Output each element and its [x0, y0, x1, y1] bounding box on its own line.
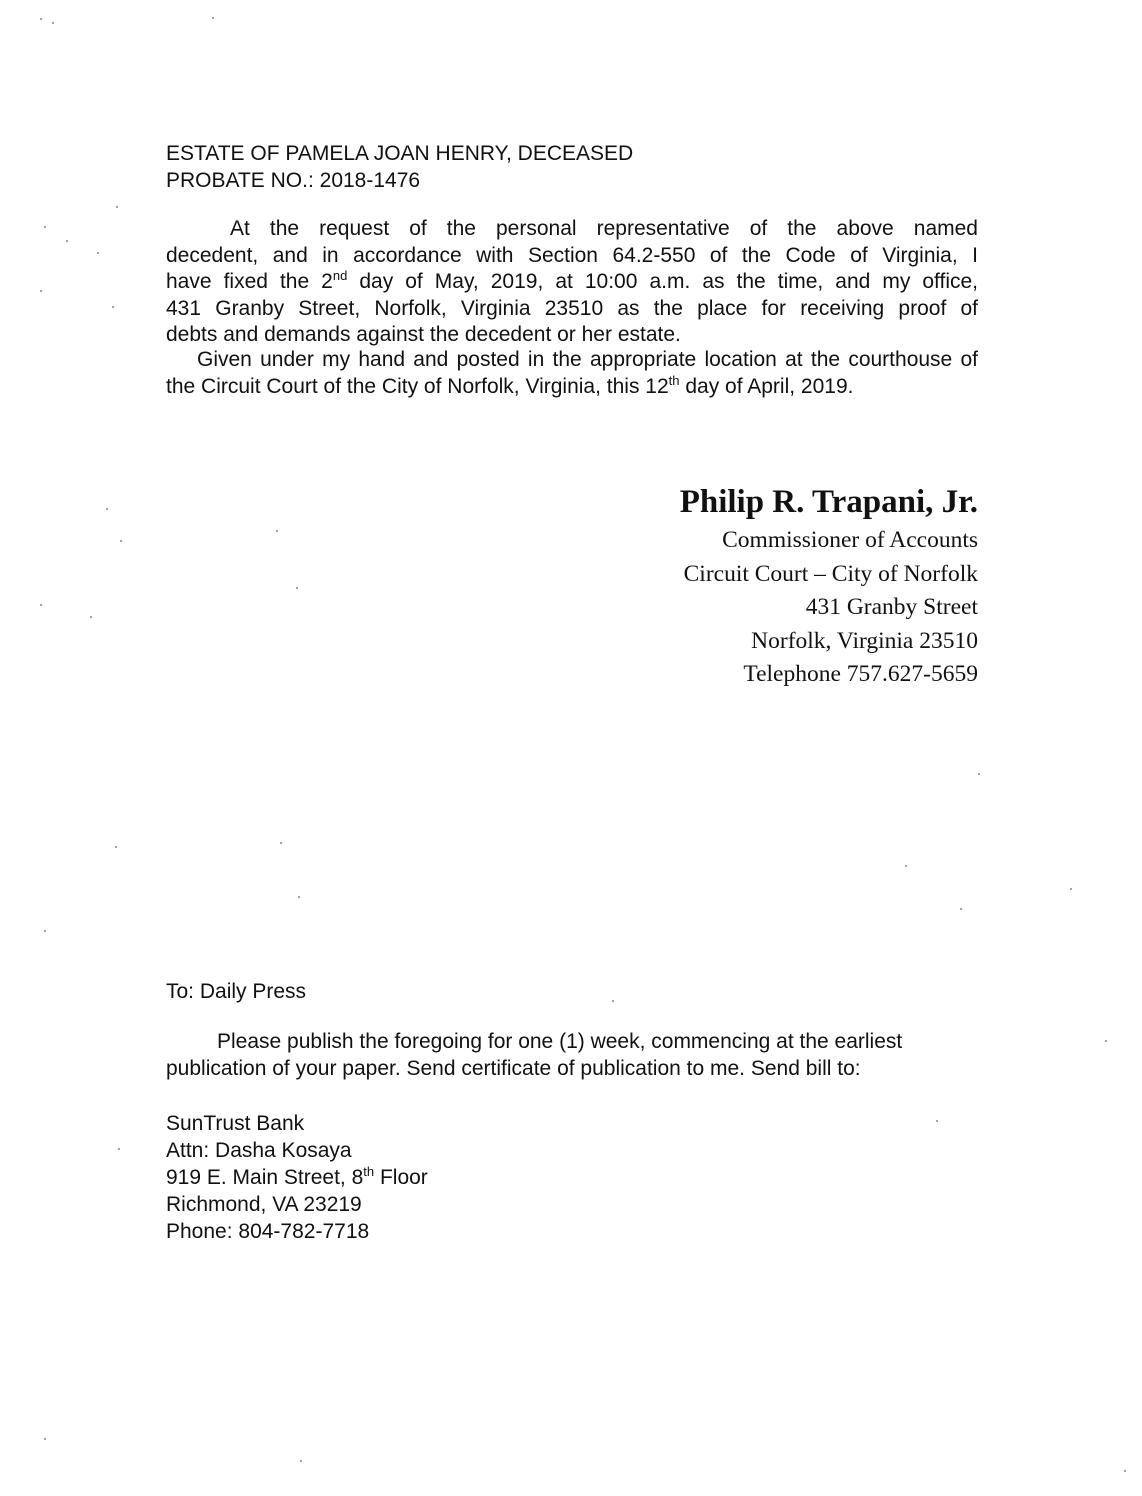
billing-attn: Attn: Dasha Kosaya	[166, 1139, 352, 1162]
signer-court: Circuit Court – City of Norfolk	[683, 560, 978, 587]
notice-text: have fixed the 2	[166, 270, 333, 293]
notice-line: 431 Granby Street, Norfolk, Virginia 23510 as the place for receiving proof of	[166, 296, 978, 320]
signer-city: Norfolk, Virginia 23510	[751, 627, 978, 654]
notice-line: debts and demands against the decedent or her estate.	[166, 323, 681, 346]
notice-line: decedent, and in accordance with Section 64.2-550 of the Code of Virginia, I	[166, 243, 978, 267]
signer-phone: Telephone 757.627-5659	[743, 661, 978, 687]
notice-paragraph	[166, 216, 978, 349]
street-text: 919 E. Main Street, 8	[166, 1166, 364, 1189]
recipient-line: To: Daily Press	[166, 980, 307, 1003]
given-text: Given under my hand and posted in the appropriate location at the courthouse of the Circuit Court of the City of Norfolk, Virginia, this 12	[166, 348, 978, 398]
notice-text: day of May, 2019, at 10:00 a.m. as the time, and my office,	[347, 270, 978, 293]
billing-address	[166, 1110, 428, 1245]
signer-title: Commissioner of Accounts	[722, 527, 978, 553]
given-text: day of April, 2019.	[679, 374, 854, 398]
ordinal-suffix: th	[363, 1164, 375, 1179]
billing-street	[166, 1164, 428, 1191]
case-heading	[166, 140, 633, 194]
instruction-line: publication of your paper. Send certificate of publication to me. Send bill to:	[166, 1056, 861, 1080]
billing-company: SunTrust Bank	[166, 1112, 305, 1135]
billing-city: Richmond, VA 23219	[166, 1193, 362, 1216]
probate-number: PROBATE NO.: 2018-1476	[166, 169, 421, 192]
ordinal-suffix: th	[668, 372, 680, 388]
instruction-line: Please publish the foregoing for one (1) week, commencing at the earliest	[217, 1030, 903, 1053]
billing-phone: Phone: 804-782-7718	[166, 1220, 370, 1243]
estate-title: ESTATE OF PAMELA JOAN HENRY, DECEASED	[166, 142, 634, 165]
signer-name: Philip R. Trapani, Jr.	[679, 484, 978, 520]
signer-street: 431 Granby Street	[805, 594, 978, 620]
signature-block	[680, 480, 978, 692]
notice-line: At the request of the personal representative of the above named	[230, 217, 978, 240]
given-paragraph	[166, 347, 978, 400]
ordinal-suffix: nd	[332, 268, 348, 283]
street-text: Floor	[374, 1166, 428, 1189]
notice-line	[166, 269, 978, 296]
publication-instructions	[166, 1029, 966, 1082]
